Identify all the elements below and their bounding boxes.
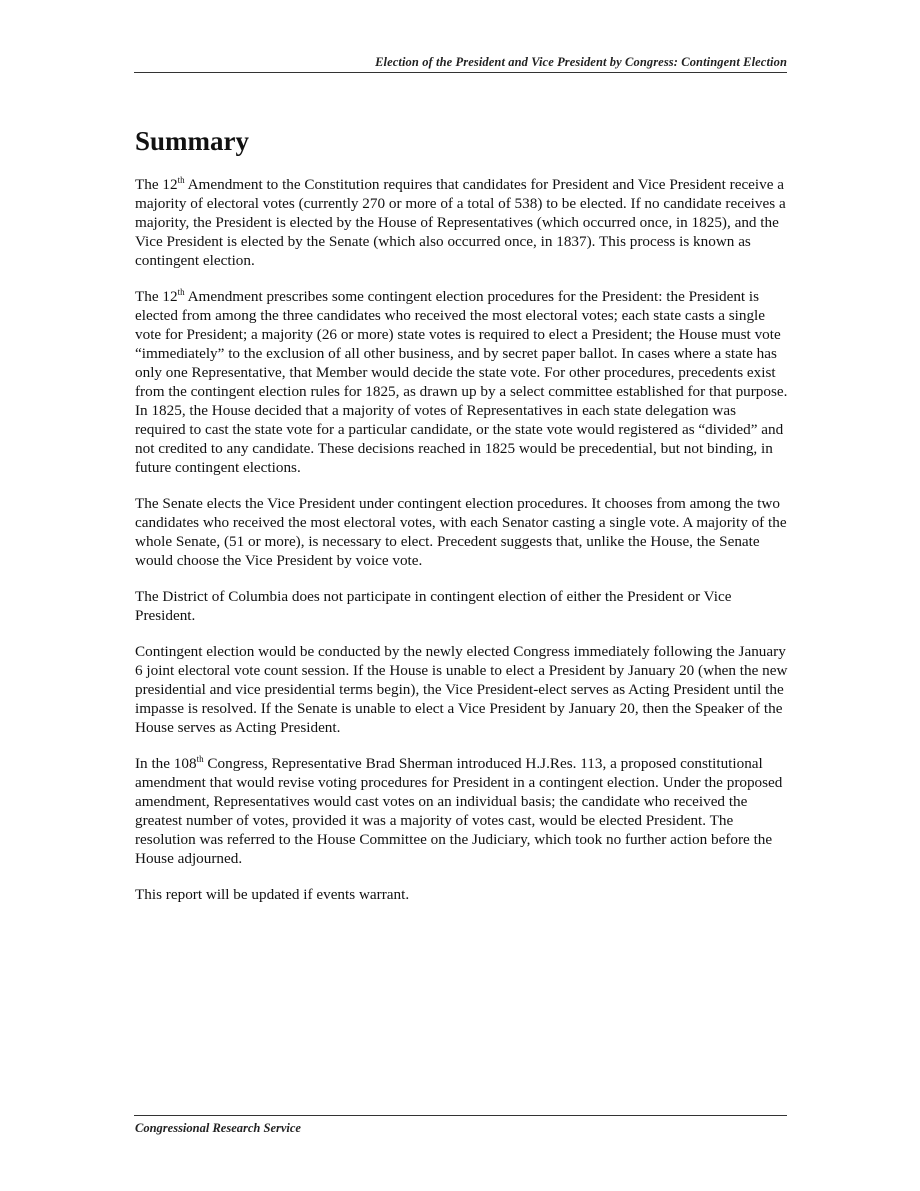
paragraph-house-procedures: The 12th Amendment prescribes some contingent election procedures for the President: the President is elected from among the three candidates who received the most electoral votes; each state casts a single vote for President; a majority (26 or more) state votes is required to elect a President; the House must vote “immediately” to the exclusion of all other business, and by secret paper ballot. In cases where a state has only one Representative, that Member would decide the state vote. For other procedures, precedents exist from the contingent election rules for 1825, as drawn up by a select committee established for that purpose. In 1825, the House decided that a majority of votes of Representatives in each state delegation was required to cast the state vote for a particular candidate, or the state vote would registered as “divided” and not credited to any candidate. These decisions reached in 1825 would be precedential, but not binding, in future contingent elections. — [135, 286, 788, 476]
paragraph-108th-congress-proposal: In the 108th Congress, Representative Brad Sherman introduced H.J.Res. 113, a proposed constitutional amendment that would revise voting procedures for President in a contingent election. Under the proposed amendment, Representatives would cast votes on an individual basis; the candidate who received the greatest number of votes, provided it was a majority of votes cast, would be elected President. The resolution was referred to the House Committee on the Judiciary, which took no further action before the House adjourned. — [135, 753, 783, 867]
header-divider — [134, 72, 787, 73]
footer-publisher: Congressional Research Service — [135, 1121, 301, 1135]
paragraph-timing: Contingent election would be conducted by the newly elected Congress immediately following the January 6 joint electoral vote count session. If the House is unable to elect a President by January 20 (when the new presidential and vice presidential terms begin), the Vice President-elect serves as Acting President until the impasse is resolved. If the Senate is unable to elect a Vice President by January 20, then the Speaker of the House serves as Acting President. — [135, 643, 788, 736]
running-header: Election of the President and Vice President by Congress: Contingent Election — [375, 55, 787, 69]
paragraph-twelfth-amendment-requirements: The 12th Amendment to the Constitution requires that candidates for President and Vice President receive a majority of electoral votes (currently 270 or more of a total of 538) to be elected. If no candidate receives a majority, the President is elected by the House of Representatives (which occurred once, in 1825), and the Vice President is elected by the Senate (which also occurred once, in 1837). This process is known as contingent election. — [135, 174, 786, 269]
paragraph-senate-procedures: The Senate elects the Vice President under contingent election procedures. It chooses from among the two candidates who received the most electoral votes, with each Senator casting a single vote. A majority of the whole Senate, (51 or more), is necessary to elect. Precedent suggests that, unlike the House, the Senate would choose the Vice President by voice vote. — [135, 495, 787, 569]
paragraph-district-of-columbia: The District of Columbia does not participate in contingent election of either the President or Vice President. — [135, 588, 732, 624]
page-title: Summary — [135, 126, 249, 156]
paragraph-update-note: This report will be updated if events warrant. — [135, 886, 410, 903]
summary-body — [135, 175, 790, 921]
footer-divider — [134, 1115, 787, 1116]
